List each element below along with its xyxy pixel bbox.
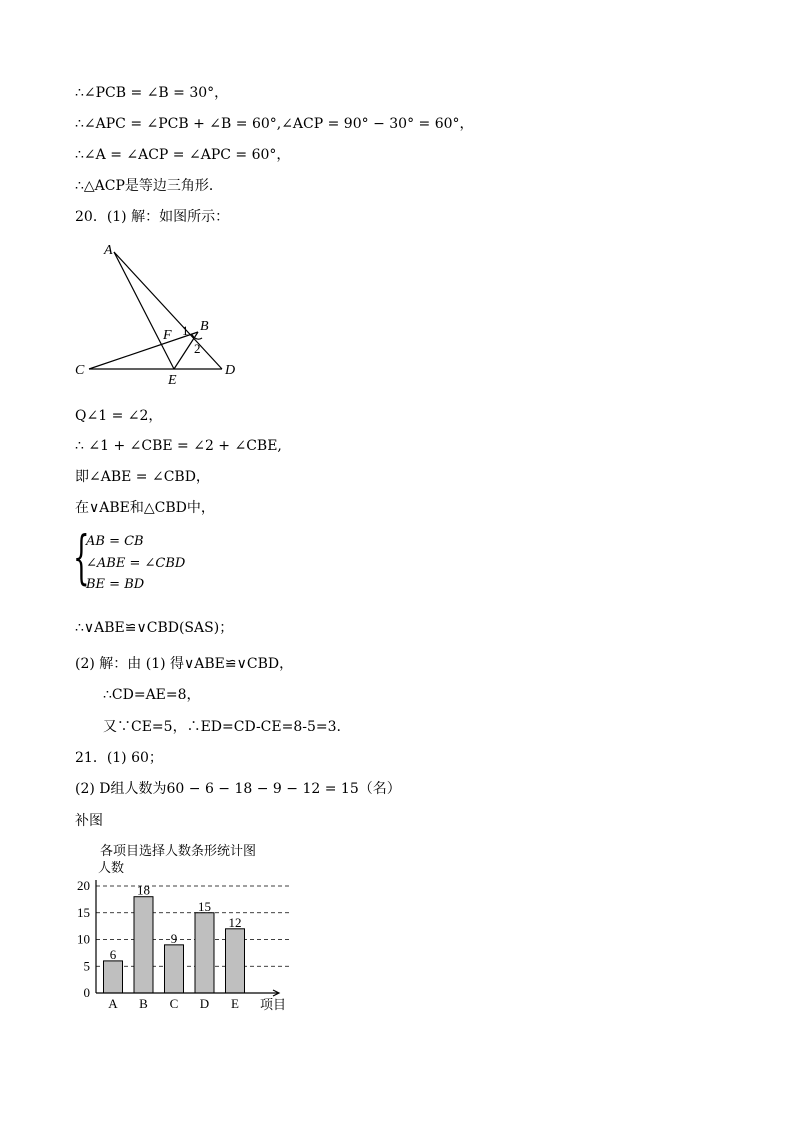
chart-title: 各项目选择人数条形统计图 (100, 843, 257, 858)
text-line-2: ∴∠APC = ∠PCB + ∠B = 60°,∠ACP = 90° − 30° = 60°， (75, 116, 474, 132)
x-tick-label: E (231, 996, 239, 1011)
text-line-10: ∴∨ABE≌∨CBD(SAS)； (75, 620, 234, 636)
text-line-16: 补图 (75, 813, 103, 829)
text-line-12: ∴CD=AE=8， (103, 687, 201, 703)
y-tick-label: 5 (83, 958, 90, 974)
bar-B (134, 897, 153, 993)
label-angle-1: 1 (182, 323, 189, 338)
text-line-11: (2) 解：由 (1) 得∨ABE≌∨CBD， (75, 656, 294, 672)
text-line-9: 在∨ABE和△CBD中， (75, 500, 215, 516)
text-line-6: Q∠1 = ∠2， (75, 408, 163, 424)
bar-A (104, 961, 123, 993)
x-tick-label: A (108, 996, 118, 1011)
data-label: 9 (170, 930, 178, 946)
text-line-13: 又∵CE=5，∴ED=CD-CE=8-5=3. (103, 719, 341, 735)
bar-E (226, 929, 245, 993)
data-label: 18 (137, 882, 150, 898)
label-B: B (200, 319, 209, 334)
bar-C (165, 945, 184, 993)
angle-2-arc (195, 338, 202, 339)
label-E: E (168, 373, 177, 388)
x-tick-label: B (139, 996, 148, 1011)
text-line-1: ∴∠PCB = ∠B = 30°， (75, 85, 229, 101)
system-eq-2: ∠ABE = ∠CBD (86, 556, 186, 571)
system-eq-1: AB = CB (86, 534, 144, 549)
bar-D (195, 913, 214, 993)
geometry-figure (70, 235, 255, 390)
text-line-15: (2) D组人数为60 − 6 − 18 − 9 − 12 = 15（名） (75, 781, 401, 797)
label-A: A (104, 243, 113, 258)
segment-AD (114, 252, 222, 369)
x-tick-label: D (199, 996, 210, 1011)
data-label: 12 (228, 914, 242, 930)
y-tick-label: 10 (77, 931, 90, 947)
text-line-7: ∴ ∠1 + ∠CBE = ∠2 + ∠CBE, (75, 438, 282, 454)
data-label: 6 (109, 946, 117, 962)
question-20-heading: 20．(1) 解：如图所示： (75, 209, 230, 225)
text-line-4: ∴△ACP是等边三角形． (75, 178, 223, 194)
chart-xlabel: 项目 (260, 997, 287, 1012)
question-21-heading: 21．(1) 60； (75, 750, 163, 766)
label-F: F (163, 328, 172, 343)
y-tick-label: 20 (77, 878, 90, 893)
text-line-8: 即∠ABE = ∠CBD， (75, 469, 210, 485)
x-tick-label: C (169, 996, 179, 1011)
chart-ylabel: 人数 (98, 860, 125, 875)
label-C: C (75, 363, 85, 378)
segment-AE (114, 252, 174, 369)
y-tick-label: 0 (83, 985, 90, 1000)
text-line-3: ∴∠A = ∠ACP = ∠APC = 60°， (75, 147, 291, 163)
bar-chart (60, 838, 310, 1018)
label-D: D (225, 363, 236, 378)
system-brace: { (73, 523, 90, 591)
y-tick-label: 15 (77, 904, 90, 920)
data-label: 15 (198, 898, 211, 914)
label-angle-2: 2 (194, 341, 201, 356)
system-eq-3: BE = BD (86, 577, 145, 592)
